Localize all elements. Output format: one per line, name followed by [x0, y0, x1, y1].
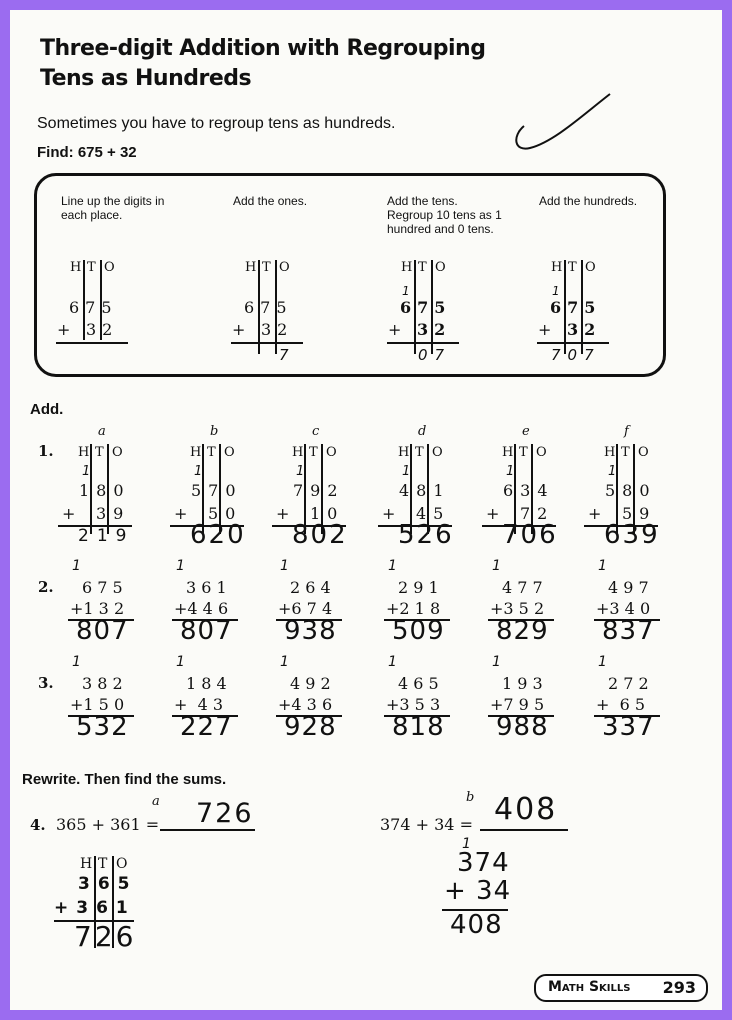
problem-2d-bottom: +2 1 8: [386, 599, 441, 618]
find-problem: Find: 675 + 32: [37, 144, 137, 161]
problem-1f-bottom: 59: [622, 504, 657, 523]
column-letter-4b: b: [466, 790, 475, 805]
step-2-answer: 7: [279, 346, 296, 364]
place-header-h: H: [292, 445, 304, 460]
row-number-1: 1.: [38, 442, 54, 460]
step-4-description: Add the hundreds.: [539, 194, 638, 208]
sum-line: [387, 342, 459, 344]
problem-3a-carry: 1: [72, 654, 81, 670]
problem-3a-top: 3 8 2: [82, 674, 123, 693]
place-header-t: T: [415, 445, 424, 460]
problem-3d-carry: 1: [388, 654, 397, 670]
checkmark-icon: [506, 86, 616, 152]
problem-2e-answer[interactable]: 829: [496, 616, 549, 646]
place-header-o: O: [104, 260, 115, 275]
problem-1b-answer[interactable]: 620: [190, 520, 246, 550]
problem-1c-answer[interactable]: 802: [292, 520, 348, 550]
place-header-h: H: [245, 260, 257, 275]
problem-1c-top: 792: [293, 481, 345, 500]
work-4b-answer: 408: [450, 910, 503, 940]
place-header-t: T: [98, 856, 108, 872]
place-header-t: T: [207, 445, 216, 460]
place-header-t: T: [262, 260, 271, 275]
column-letter-d: d: [418, 424, 427, 439]
plus-sign: +: [388, 320, 402, 339]
step-3-answer: 07: [418, 346, 452, 364]
problem-2d-answer[interactable]: 509: [392, 616, 445, 646]
problem-2e-carry: 1: [492, 558, 501, 574]
equation-4b: 374 + 34 =: [380, 815, 473, 834]
problem-1d-answer[interactable]: 526: [398, 520, 454, 550]
problem-2d-top: 2 9 1: [398, 578, 439, 597]
step-2-description: Add the ones.: [233, 194, 308, 208]
plus-sign: +: [62, 504, 76, 523]
sum-line: [56, 342, 128, 344]
problem-3c-carry: 1: [280, 654, 289, 670]
problem-1b-carry: 1: [194, 464, 203, 479]
problem-3f-answer[interactable]: 337: [602, 712, 655, 742]
place-header-h: H: [502, 445, 514, 460]
problem-1e-top: 634: [503, 481, 555, 500]
problem-2a-answer[interactable]: 807: [76, 616, 129, 646]
problem-1b-top: 570: [191, 481, 243, 500]
place-header-t: T: [309, 445, 318, 460]
column-letter-c: c: [312, 424, 320, 439]
column-letter-e: e: [522, 424, 530, 439]
place-header-h: H: [78, 445, 90, 460]
problem-1a-top: 180: [79, 481, 131, 500]
place-header-h: H: [401, 260, 413, 275]
problem-3e-answer[interactable]: 988: [496, 712, 549, 742]
problem-2c-top: 2 6 4: [290, 578, 331, 597]
step-4-carry: 1: [552, 284, 560, 298]
problem-3d-top: 4 6 5: [398, 674, 439, 693]
problem-2b-carry: 1: [176, 558, 185, 574]
problem-1f-answer[interactable]: 639: [604, 520, 660, 550]
column-letter-b: b: [210, 424, 219, 439]
problem-3c-bottom: +4 3 6: [278, 695, 333, 714]
row-number-2: 2.: [38, 578, 54, 596]
problem-2c-bottom: +6 7 4: [278, 599, 333, 618]
place-header-t: T: [568, 260, 577, 275]
problem-3b-bottom: + 4 3: [174, 695, 224, 714]
problem-1d-top: 481: [399, 481, 451, 500]
problem-1a-bottom: 39: [96, 504, 131, 523]
place-header-o: O: [585, 260, 596, 275]
problem-2a-bottom: +1 3 2: [70, 599, 125, 618]
problem-1d-bottom: 45: [416, 504, 451, 523]
place-header-h: H: [398, 445, 410, 460]
footer-label: Math Skills: [548, 979, 631, 995]
problem-2c-answer[interactable]: 938: [284, 616, 337, 646]
problem-3d-answer[interactable]: 818: [392, 712, 445, 742]
problem-1a-carry: 1: [82, 464, 91, 479]
worksheet-page: [10, 10, 722, 1010]
handwritten-answer-4b: 408: [494, 792, 558, 827]
place-header-h: H: [551, 260, 563, 275]
place-header-t: T: [87, 260, 96, 275]
row-number-3: 3.: [38, 674, 54, 692]
step-1-description: Line up the digits in each place.: [61, 194, 165, 222]
problem-3b-carry: 1: [176, 654, 185, 670]
plus-sign: +: [276, 504, 290, 523]
problem-1c-carry: 1: [296, 464, 305, 479]
problem-3d-bottom: +3 5 3: [386, 695, 441, 714]
place-header-o: O: [435, 260, 446, 275]
place-header-h: H: [70, 260, 82, 275]
step-3-bottom-addend: 32: [417, 320, 452, 339]
problem-2a-top: 6 7 5: [82, 578, 123, 597]
work-4a-top: 365: [78, 874, 138, 894]
problem-2b-top: 3 6 1: [186, 578, 227, 597]
problem-3b-answer[interactable]: 227: [180, 712, 233, 742]
place-header-o: O: [432, 445, 443, 460]
problem-3c-top: 4 9 2: [290, 674, 331, 693]
plus-sign: +: [232, 320, 246, 339]
place-header-o: O: [279, 260, 290, 275]
problem-1a-answer[interactable]: 219: [78, 526, 135, 546]
problem-1f-top: 580: [605, 481, 657, 500]
problem-3a-answer[interactable]: 532: [76, 712, 129, 742]
plus-sign: +: [486, 504, 500, 523]
problem-3f-top: 2 7 2: [608, 674, 649, 693]
place-header-o: O: [116, 856, 128, 872]
step-4-top-addend: 675: [550, 298, 602, 317]
problem-3c-answer[interactable]: 928: [284, 712, 337, 742]
column-letter-a: a: [98, 424, 106, 439]
sum-line: [537, 342, 609, 344]
plus-sign: +: [174, 504, 188, 523]
problem-1f-carry: 1: [608, 464, 617, 479]
work-4b-carry: 1: [462, 836, 471, 852]
page-number: 293: [662, 978, 696, 997]
problem-1e-answer[interactable]: 706: [502, 520, 558, 550]
work-4b-bottom: + 34: [444, 876, 512, 906]
work-4b-top: 374: [457, 848, 510, 878]
place-header-o: O: [326, 445, 337, 460]
problem-1b-bottom: 50: [208, 504, 243, 523]
answer-blank-4b[interactable]: [480, 829, 568, 831]
place-header-o: O: [224, 445, 235, 460]
place-header-t: T: [418, 260, 427, 275]
problem-3f-bottom: + 6 5: [596, 695, 646, 714]
problem-2e-bottom: +3 5 2: [490, 599, 545, 618]
problem-3a-bottom: +1 5 0: [70, 695, 125, 714]
step-1-bottom-addend: 32: [86, 320, 119, 339]
work-4a-bottom: +361: [54, 898, 136, 918]
handwritten-answer-4a: 726: [196, 798, 254, 829]
problem-2b-bottom: +4 4 6: [174, 599, 229, 618]
plus-sign: +: [57, 320, 71, 339]
place-header-o: O: [536, 445, 547, 460]
problem-2f-top: 4 9 7: [608, 578, 649, 597]
step-2-bottom-addend: 32: [261, 320, 294, 339]
step-4-bottom-addend: 32: [567, 320, 602, 339]
place-header-o: O: [638, 445, 649, 460]
problem-3b-top: 1 8 4: [186, 674, 227, 693]
example-steps-box: [34, 173, 666, 377]
problem-1e-carry: 1: [506, 464, 515, 479]
problem-3e-bottom: +7 9 5: [490, 695, 545, 714]
answer-blank-4a[interactable]: [160, 829, 255, 831]
page-title-line2: Tens as Hundreds: [40, 66, 252, 91]
step-3-top-addend: 675: [400, 298, 452, 317]
problem-2b-answer[interactable]: 807: [180, 616, 233, 646]
column-letter-4a: a: [152, 794, 160, 809]
step-3-carry: 1: [402, 284, 410, 298]
plus-sign: +: [538, 320, 552, 339]
place-header-h: H: [604, 445, 616, 460]
instruction-text: Sometimes you have to regroup tens as hundreds.: [37, 115, 396, 132]
problem-2e-top: 4 7 7: [502, 578, 543, 597]
place-header-h: H: [190, 445, 202, 460]
sum-line: [231, 342, 303, 344]
section-add-label: Add.: [30, 401, 64, 418]
step-3-description: Add the tens. Regroup 10 tens as 1 hundred and 0 tens.: [387, 194, 502, 236]
problem-2f-bottom: +3 4 0: [596, 599, 651, 618]
problem-3e-top: 1 9 3: [502, 674, 543, 693]
place-header-h: H: [80, 856, 93, 872]
equation-4a: 365 + 361 =: [56, 815, 160, 834]
problem-1d-carry: 1: [402, 464, 411, 479]
problem-3e-carry: 1: [492, 654, 501, 670]
place-header-t: T: [621, 445, 630, 460]
step-1-top-addend: 675: [69, 298, 118, 317]
work-4a-answer: 726: [74, 920, 137, 953]
problem-3f-carry: 1: [598, 654, 607, 670]
problem-1e-bottom: 72: [520, 504, 555, 523]
step-2-top-addend: 675: [244, 298, 293, 317]
column-letter-f: f: [624, 424, 629, 439]
place-header-o: O: [112, 445, 123, 460]
step-4-answer: 707: [551, 346, 601, 364]
plus-sign: +: [588, 504, 602, 523]
problem-2c-carry: 1: [280, 558, 289, 574]
page-title: Three-digit Addition with Regrouping: [40, 36, 486, 61]
place-header-t: T: [519, 445, 528, 460]
place-header-t: T: [95, 445, 104, 460]
section-rewrite-label: Rewrite. Then find the sums.: [22, 771, 227, 788]
problem-2a-carry: 1: [72, 558, 81, 574]
problem-2f-carry: 1: [598, 558, 607, 574]
row-number-4: 4.: [30, 816, 46, 834]
problem-2f-answer[interactable]: 837: [602, 616, 655, 646]
page-footer-badge: [534, 974, 708, 1002]
problem-2d-carry: 1: [388, 558, 397, 574]
plus-sign: +: [382, 504, 396, 523]
problem-1c-bottom: 10: [310, 504, 345, 523]
